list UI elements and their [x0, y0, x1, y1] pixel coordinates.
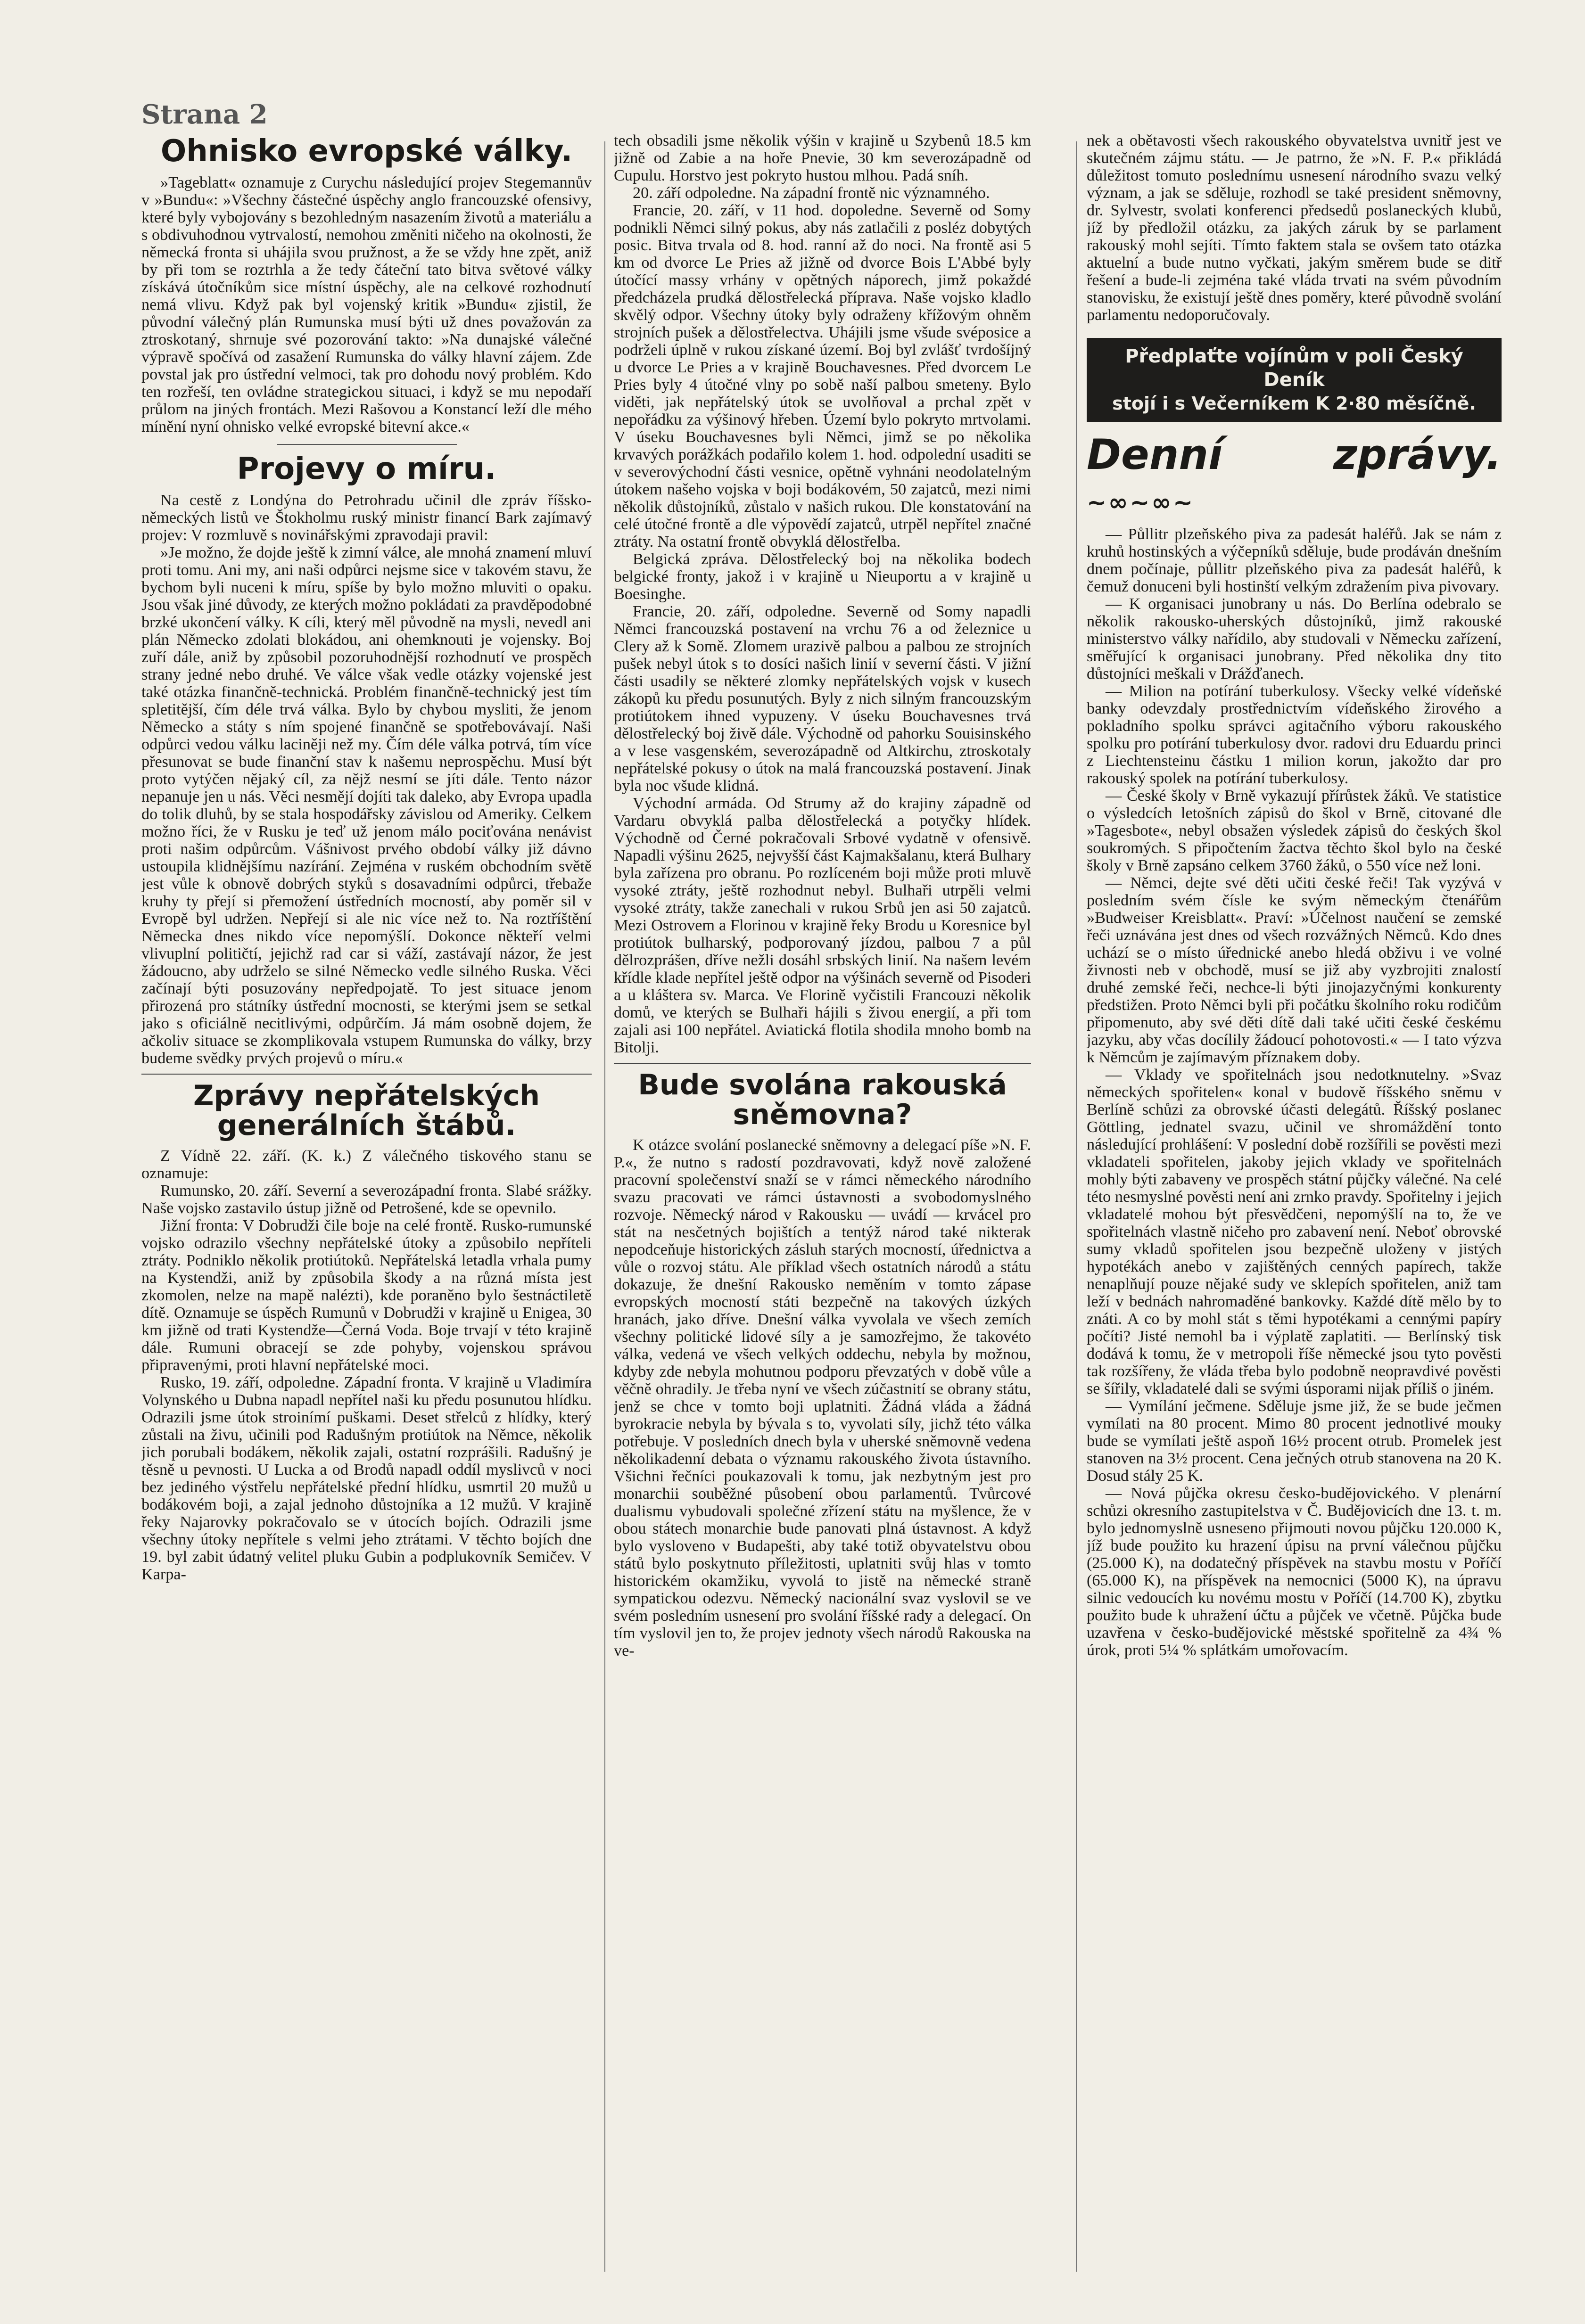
section-title-denni-zpravy: [1087, 430, 1502, 517]
article-paragraph: Francie, 20. září, v 11 hod. dopoledne. Severně od Somy podnikli Němci silný pokus, aby nás zatlačili z posléz dobytých posic. Bitva trvala od 8. hod. ranní až do noci. Na frontě asi 5 km od dvorce Le Pries až jižně od dvorce Bois L'Abbé byly útočící massy vrhány v opětných náporech, jimž pokaždé předcházela prudká dělostřelecká příprava. Naše vojsko kladlo skvělý odpor. Všechny útoky byly odraženy křížovým ohněm strojních pušek a dělostřelectva. Uhájili jsme všude svéposice a podrželi úplně v rukou získané území. Boj byl zvlášť tvrdošíjný u dvorce Le Pries a v krajině Bouchavesnes. Před dvorcem Le Pries byly 4 útočné vlny po sobě naší palbou smeteny. Bylo viděti, jak nepřátelský útok se uvolňoval a prchal zpět v nepořádku za výšinový hřeben. Území bylo pokryto mrtvolami. V úseku Bouchavesnes byli Němci, jimž se po několika krvavých porážkách podařilo kolem 1. hod. odpolední usaditi se v severovýchodní části vesnice, opětně vyhnáni neodolatelným útokem našeho vojska v boji bodákovém, 50 zajatců, mezi nimi několik důstojníků, zůstalo v našich rukou. Dle konstatování na celé útočné frontě a dle výpovědí zajatců, utrpěl nepřítel značné ztráty. Na ostatní frontě obvyklá dělostřelba.: [614, 202, 1031, 550]
article-paragraph: Jižní fronta: V Dobrudži čile boje na celé frontě. Rusko-rumunské vojsko odrazilo všechny nepřátelské útoky a způsobilo nepříteli ztráty. Podniklo několik protiútoků. Nepřátelská letadla vrhala pumy na Kystendži, aniž by způsobila škody a na různá místa jest zkomolen, nelze na mapě nalézti), kde poraněno bylo šestnáctiletě dítě. Oznamuje se úspěch Rumunů v Dobrudži v krajině u Enigea, 30 km jižně od trati Kystendže—Černá Voda. Boje trvají v této krajině dále. Rumuni obracejí se zde pohyby, vojenskou správou připravenými, proti hlavní nepřátelské moci.: [141, 1217, 592, 1374]
subscription-advert: [1087, 338, 1502, 422]
column-2: [614, 132, 1031, 2281]
news-item: — Němci, dejte své děti učiti české řeči! Tak vyzývá v posledním svém čísle ke svým německým čtenářům »Budweiser Kreisblatt«. Praví: »Účelnost naučení se zemské řeči uznávána jest dnes od všech rozvážných Němců. Kdo dnes uchází se o místo úřednické anebo hledá obživu i ve volné živnosti neb v obchodě, musí se již aby vyzbrojiti znalostí druhé zemské řeči, nechce-li býti jinojazyčnými konkurenty předstižen. Proto Němci byli při počátku školního roku rodičům připomenuto, aby své děti dítě dali také učiti české českému jazyku, aby včas docílily žádoucí pohotovosti.« — I tato výzva k Němcům je zajímavým příznakem doby.: [1087, 874, 1502, 1066]
article-title-zpravy: Zprávy nepřátelských generálních štábů.: [193, 1079, 540, 1142]
advert-line-2: stojí i s Večerníkem K 2·80 měsíčně.: [1112, 393, 1476, 414]
article-title-projevy: Projevy o míru.: [237, 452, 496, 487]
article-paragraph: Belgická zpráva. Dělostřelecký boj na několika bodech belgické fronty, jakož i v krajině u Nieuportu a v krajině u Boesinghe.: [614, 550, 1031, 603]
news-item: — Vymílání ječmene. Sděluje jsme již, že se bude ječmen vymílati na 80 procent. Mimo 80 procent jednotlivé mouky bude se vymílati ještě aspoň 16½ procent otrub. Promelek jest stanoven na 3½ procent. Cena ječných otrub stanovena na 20 K. Dosud stály 25 K.: [1087, 1397, 1502, 1485]
article-paragraph: »Je možno, že dojde ještě k zimní válce, ale mnohá znamení mluví proti tomu. Ani my, ani naši odpůrci nejsme sice v takovém stavu, že bychom byli nuceni k míru, spíše by bylo možno mluviti o opaku. Jsou však jiné důvody, ze kterých možno pokládati za pravděpodobné brzké ukončení války. K cíli, který měl původně na mysli, nevedl ani plán Německo zdolati blokádou, ani ohemknouti je vojensky. Boj zuří dále, aniž by způsobil pozoruhodnější rozhodnutí ve prospěch strany jedné nebo druhé. Ve válce však vedle otázky vojenské jest také otázka finančně-technická. Problém finančně-technický jest tím spletitější, čím déle trvá válka. Bylo by chybou mysliti, že jenom Německo a státy s ním spojené finančně se spotřebovávají. Naši odpůrci vedou válku laciněji než my. Čím déle válka potrvá, tím více přesunovat se bude finanční stav k našemu neprospěchu. Musí být proto vytýčen nějaký cíl, za nějž nesmí se jíti dále. Tento názor nepanuje jen u nás. Věci nesmějí dojíti tak daleko, aby Evropa upadla do tolik dluhů, by se stala hospodářsky závislou od Ameriky. Celkem možno říci, že v Rusku je teď už jenom málo pociťována nenávist proti našim odpůrcům. Vášnivost prvého období války již dávno ustoupila klidnějšímu nazírání. Zejména v ruském obchodním světě jest vůle k obnově dobrých styků s dosavadními odpůrci, třebaže kruhy ty přejí si přemožení ústředních mocností, aby poměr sil v Evropě byl udržen. Nepřejí si ale nic více než to. Na roztříštění Německa dnes nikdo více nepomýšlí. Dokonce někteří velmi vlivuplní političtí, jejichž rad car si váží, zastávají názor, že jest žádoucno, aby udrželo se silné Německo vedle silného Ruska. Věci začínají býti posuzovány nepředpojatě. To jest situace jenom přirozená pro státníky ústřední mocnosti, se kterými jsem se setkal jako s oficiálně necitlivými, odpůrčím. Já mám osobně dojem, že ačkoliv situace se zkomplikovala vstupem Rumunska do války, brzy budeme svědky prvých projevů o míru.«: [141, 544, 592, 1068]
column-1: [141, 132, 592, 2281]
news-item: — Nová půjčka okresu česko-budějovického. V plenární schůzi okresního zastupitelstva v Č. Budějovicích dne 13. t. m. bylo jednomyslně usneseno přijmouti novou půjčku 120.000 K, jíž bude použito ku hrazení úpisu na první válečnou půjčku (25.000 K), na dodatečný příspěvek na stavbu mostu v Poříčí (65.000 K), na příspěvek na nemocnici (5000 K), na úpravu silnic vedoucích ku novému mostu v Poříčí (14.700 K), zbytku použito bude k uhražení účtu a půjček ve včetně. Půjčka bude uzavřena v česko-budějovické městské spořitelně za 4¾ % úrok, proti 5¼ % splátkám umořovacím.: [1087, 1485, 1502, 1659]
news-item: — Půllitr plzeňského piva za padesát haléřů. Jak se nám z kruhů hostinských a výčepníků sděluje, bude prodáván dnešním dnem počínaje, půllitr plzeňského piva za padesát haléřů, k čemuž donuceni byli hostinští velkým zdražením piva pivovary.: [1087, 526, 1502, 595]
article-paragraph: Rumunsko, 20. září. Severní a severozápadní fronta. Slabé srážky. Naše vojsko zastavilo ústup jižně od Petrošené, kde se opevnilo.: [141, 1182, 592, 1217]
article-title-snemovna: Bude svolána rakouská sněmovna?: [638, 1068, 1007, 1131]
separator: [614, 1063, 1031, 1064]
advert-line-1: Předplaťte vojínům v poli Český Deník: [1125, 345, 1463, 391]
column-rule-2: [1076, 141, 1077, 2272]
article-paragraph: »Tageblatt« oznamuje z Curychu následující projev Stegemannův v »Bundu«: »Všechny částečné úspěchy anglo francouzské ofensivy, které byly vybojovány s bezohledným nasazením životů a materiálu a s obdivuhodnou vytrvalostí, nemohou změniti ničeho na okolnosti, že německá fronta si uhájila svou pružnost, a že se vždy hne zpět, aniž by při tom se roztrhla a že tedy čáteční tato bitva světové války získává útočníkům sice místní úspěchy, ale na celkové rozhodnutí nemá vlivu. Když pak byl vojenský kritik »Bundu« zjistil, že původní válečný plán Rumunska musí býti už dnes považován za ztroskotaný, shrnuje své pozorování takto: »Na dunajské válečné výpravě spočívá od zasažení Rumunska do války hlavní zájem. Zde povstal jak pro ústřední velmoci, tak pro dohodu nový problém. Kdo ten rozřeší, ten ovládne strategickou situaci, i když se mu nepodaří průlom na jiných frontách. Mezi Rašovou a Konstancí leží dle mého mínění nyní ohnisko velké evropské bitevní akce.«: [141, 174, 592, 436]
article-paragraph: Východní armáda. Od Strumy až do krajiny západně od Vardaru obvyklá palba dělostřelecká a potyčky hlídek. Východně od Černé pokračovali Srbové vydatně v ofensivě. Napadli výšinu 2625, nejvyšší část Kajmakšalanu, která Bulhary byla zařízena pro obranu. Po rozlíceném boji může proti mluvě vysoké ztráty, ještě rozhodnut nebyl. Bulhaři utrpěli velmi vysoké ztráty, takže zanechali v rukou Srbů jen asi 50 zajatců. Mezi Ostrovem a Florinou v krajině řeky Brodu u Koresnice byl protiútok bulharský, podporovaný jízdou, palbou 7 a půl dělrozprášen, dříve nežli dosáhl srbských linií. Na našem levém křídle klade nepřítel ještě odpor na výšinách severně od Pisoderi a u kláštera sv. Marca. Ve Florině vyčistili Francouzi několik domů, ve kterých se Bulhaři hájili s živou energií, a při tom zajali asi 100 nepřátel. Aviatická flotila shodila mnoho bomb na Bitolji.: [614, 795, 1031, 1056]
article-paragraph: Na cestě z Londýna do Petrohradu učinil dle zpráv říšsko-německých listů ve Štokholmu ruský ministr financí Bark zajímavý projev: V rozmluvě s novinářskými zpravodaji pravil:: [141, 492, 592, 544]
news-item: — Milion na potírání tuberkulosy. Všecky velké vídeňské banky odevzdaly prostřednictvím vídeňského žirového a pokladního spolku správci agitačního výboru rakouského spolku pro potírání tuberkulosy dvor. radovi dru Eduardu princi z Liechtensteinu částku 1 milion korun, jakožto dar pro rakouský spolek na potírání tuberkulosy.: [1087, 682, 1502, 787]
article-paragraph: nek a obětavosti všech rakouského obyvatelstva uvnitř jest ve skutečném zájmu státu. — Je patrno, že »N. F. P.« přikládá důležitost tomuto poslednímu usnesení národního svazu velký význam, a jak se sděluje, rozhodl se také president sněmovny, dr. Sylvestr, svolati konferenci předsedů poslaneckých klubů, jíž by předložil otázku, za jakých záruk by se parlament rakouský mohl sejíti. Tímto faktem stala se ovšem tato otázka aktuelní a bude nutno vyčkati, jakým směrem bude se ditř řešení a bude-li zejména také vláda trvati na svém původním stanovisku, že existují ještě dnes poměry, které původně svolání parlamentu nedoporučovaly.: [1087, 132, 1502, 324]
separator: [277, 444, 457, 445]
article-paragraph: K otázce svolání poslanecké sněmovny a delegací píše »N. F. P.«, že nutno s radostí pozdravovati, když nově založené pracovní společenství snaží se v rámci německého národního svazu pracovati ve rámci ústavnosti a svobodomyslného rozvoje. Německý národ v Rakousku — uvádí — krvácel pro stát na nesčetných bojištích a tentýž národ také nikterak nepodceňuje historických zásluh starých mocností, úřednictva a vůle o rozvoj státu. Ale příklad všech ostatních národů a státu dokazuje, že dnešní Rakousko neměním v tomto zápase evropských mocností státi bezpečně na takových úzkých hranách, jako dříve. Dnešní válka vyvolala ve všech zemích všechny politické lidové síly a je samozřejmo, že takovéto válka, vedená ve všech velkých oddechu, nebyla by možnou, kdyby zde nebyla mohutnou podporu převzatých v době vůle a věčně ohradily. Je třeba nyní ve všech zúčastnití se obrany státu, jenž se chce v tomto boji uplatniti. Žádná vláda a žádná byrokracie nebyla by bývala s to, vyvolati síly, jichž této válka potřebuje. V posledních dnech byla v uherské sněmovně vedena několikadenní debata o významu rakouského života ústavního. Všichni řečníci poukazovali k tomu, jak nezbytným jest pro monarchii souběžné působení obou parlamentů. Tvůrcové dualismu vybudovali společné zřízení státu na myšlence, že v obou státech monarchie bude panovati plná ústavnost. A když bylo vysloveno v Budapešti, aby také totiž obyvatelstvu obou států bylo poskytnuto příležitosti, uplatniti svůj hlas v tomto historickém okamžiku, vyvolá to jistě na německé straně sympatickou odezvu. Německý nacionální svaz vyslovil se ve svém posledním usnesení pro svolání říšské rady a delegací. On tím vyslovil jen to, že projev jednoty všech národů Rakouska na ve-: [614, 1136, 1031, 1659]
news-item: — České školy v Brně vykazují přírůstek žáků. Ve statistice o výsledcích letošních zápisů do škol v Brně, citované dle »Tagesbote«, nebyl obsažen výsledek zápisů do českých škol soukromých. S připočtením žactva těchto škol bylo na české školy v Brně zapsáno celkem 3760 žáků, o 550 více než loni.: [1087, 787, 1502, 874]
page-header: Strana 2: [141, 99, 268, 130]
ornament: ~∞~∞~: [1087, 489, 1195, 516]
section-title-text: Denní zprávy.: [1087, 430, 1502, 479]
article-paragraph: Z Vídně 22. září. (K. k.) Z válečného tiskového stanu se oznamuje:: [141, 1147, 592, 1183]
article-paragraph: Rusko, 19. září, odpoledne. Západní fronta. V krajině u Vladimíra Volynského u Dubna napadl nepřítel naši ku předu posunutou hlídku. Odrazili jsme útok stroinímí puškami. Deset střelců z hlídky, který zůstali na živu, učinili pod Radušným protiútok na Němce, několik jich porubali bodákem, několik zajali, ostatní rozprášili. Radušný je těsně u pevnosti. U Lucka a od Brodů napadl oddíl myslivců v noci bez jediného výstřelu nepřátelské přední hlídku, usmrtil 20 mužů u bodákovém boji, a zajal jednoho důstojníka a 12 mužů. V krajině řeky Najarovky pokračovalo se v útocích bojích. Odrazili jsme všechny útoky nepřítele s velmi jeho ztrátami. V těchto bojích dne 19. byl zabit údatný velitel pluku Gubin a podplukovník Semičev. V Karpa-: [141, 1374, 592, 1584]
column-3: [1087, 132, 1502, 2281]
article-paragraph: 20. září odpoledne. Na západní frontě nic významného.: [633, 184, 990, 202]
news-item: — K organisaci junobrany u nás. Do Berlína odebralo se několik rakousko-uherských důstojníků, jimž rakouské ministerstvo války nařídilo, aby studovali v Německu zařízení, směřující k organisaci junobrany. Před několika dny tito důstojníci meškali v Drážďanech.: [1087, 595, 1502, 682]
news-item: — Vklady ve spořitelnách jsou nedotknutelny. »Svaz německých spořitelen« konal v budově říšského sněmu v Berlíně schůzi za obrovské účasti delegátů. Říšský poslanec Göttling, jednatel svazu, učinil ve shromáždění tonto následující prohlášení: V poslední době rozšířili se pověsti mezi vkladateli spořitelen, jakoby jejich vklady ve spořitelnách mohly býti zabaveny ve prospěch státní půjčky válečné. Na celé této nesmyslné pověsti není ani zrnko pravdy. Spořitelny i jejich vkladatelé mohou být přesvědčeni, nepomýšlí na to, že ve spořitelnách vlastně ničeho pro zabavení není. Neboť obrovské sumy vkladů spořitelen jsou bezpečně uloženy v jistých hypotékách anebo v zajištěných cenných papírech, takže nenaplňují pouze nějaké sudy ve sklepích spořitelen, aniž tam leží v bednách nahromaděné bankovky. Každé dítě mělo by to znáti. A co by mohl stát s těmi hypotékami a cennými papíry počíti? Jisté nemohl ba i výplatě zaplatiti. — Berlínský tisk dodává k tomu, že v metropoli říše německé jsou tyto pověsti tak rozšířeny, že vláda třeba bylo podobně neopravdivé pověsti se šířily, vkladatelé dali se svými úsporami nijak příliš o jiném.: [1087, 1066, 1502, 1397]
article-paragraph: tech obsadili jsme několik výšin v krajině u Szybenů 18.5 km jižně od Zabie a na hoře Pnevie, 30 km severozápadně od Cupulu. Horstvo jest pokryto hustou mlhou. Padá sníh.: [614, 132, 1031, 184]
column-rule-1: [604, 141, 605, 2272]
article-paragraph: Francie, 20. září, odpoledne. Severně od Somy napadli Němci francouzská postavení na vrchu 76 a od železnice u Clery až k Somě. Zlomem urazivě palbou a palbou ze strojních pušek nebyl útok s to dosíci našich linií v severní části. V jižní části usadily se některé zlomky nepřátelských vojsk v kusech zákopů ku předu posunutých. Byly z nich silným francouzským protiútokem ihned vypuzeny. V úseku Bouchavesnes trvá dělostřelecký boj živě dále. Východně od pahorku Souisinského a v lese vasgenském, severozápadně od Altkirchu, ztroskotaly nepřátelské pokusy o útok na malá francouzská postavení. Jinak byla noc všude klidná.: [614, 603, 1031, 795]
separator: [141, 1074, 592, 1075]
article-title-ohnisko: Ohnisko evropské války.: [160, 134, 573, 169]
